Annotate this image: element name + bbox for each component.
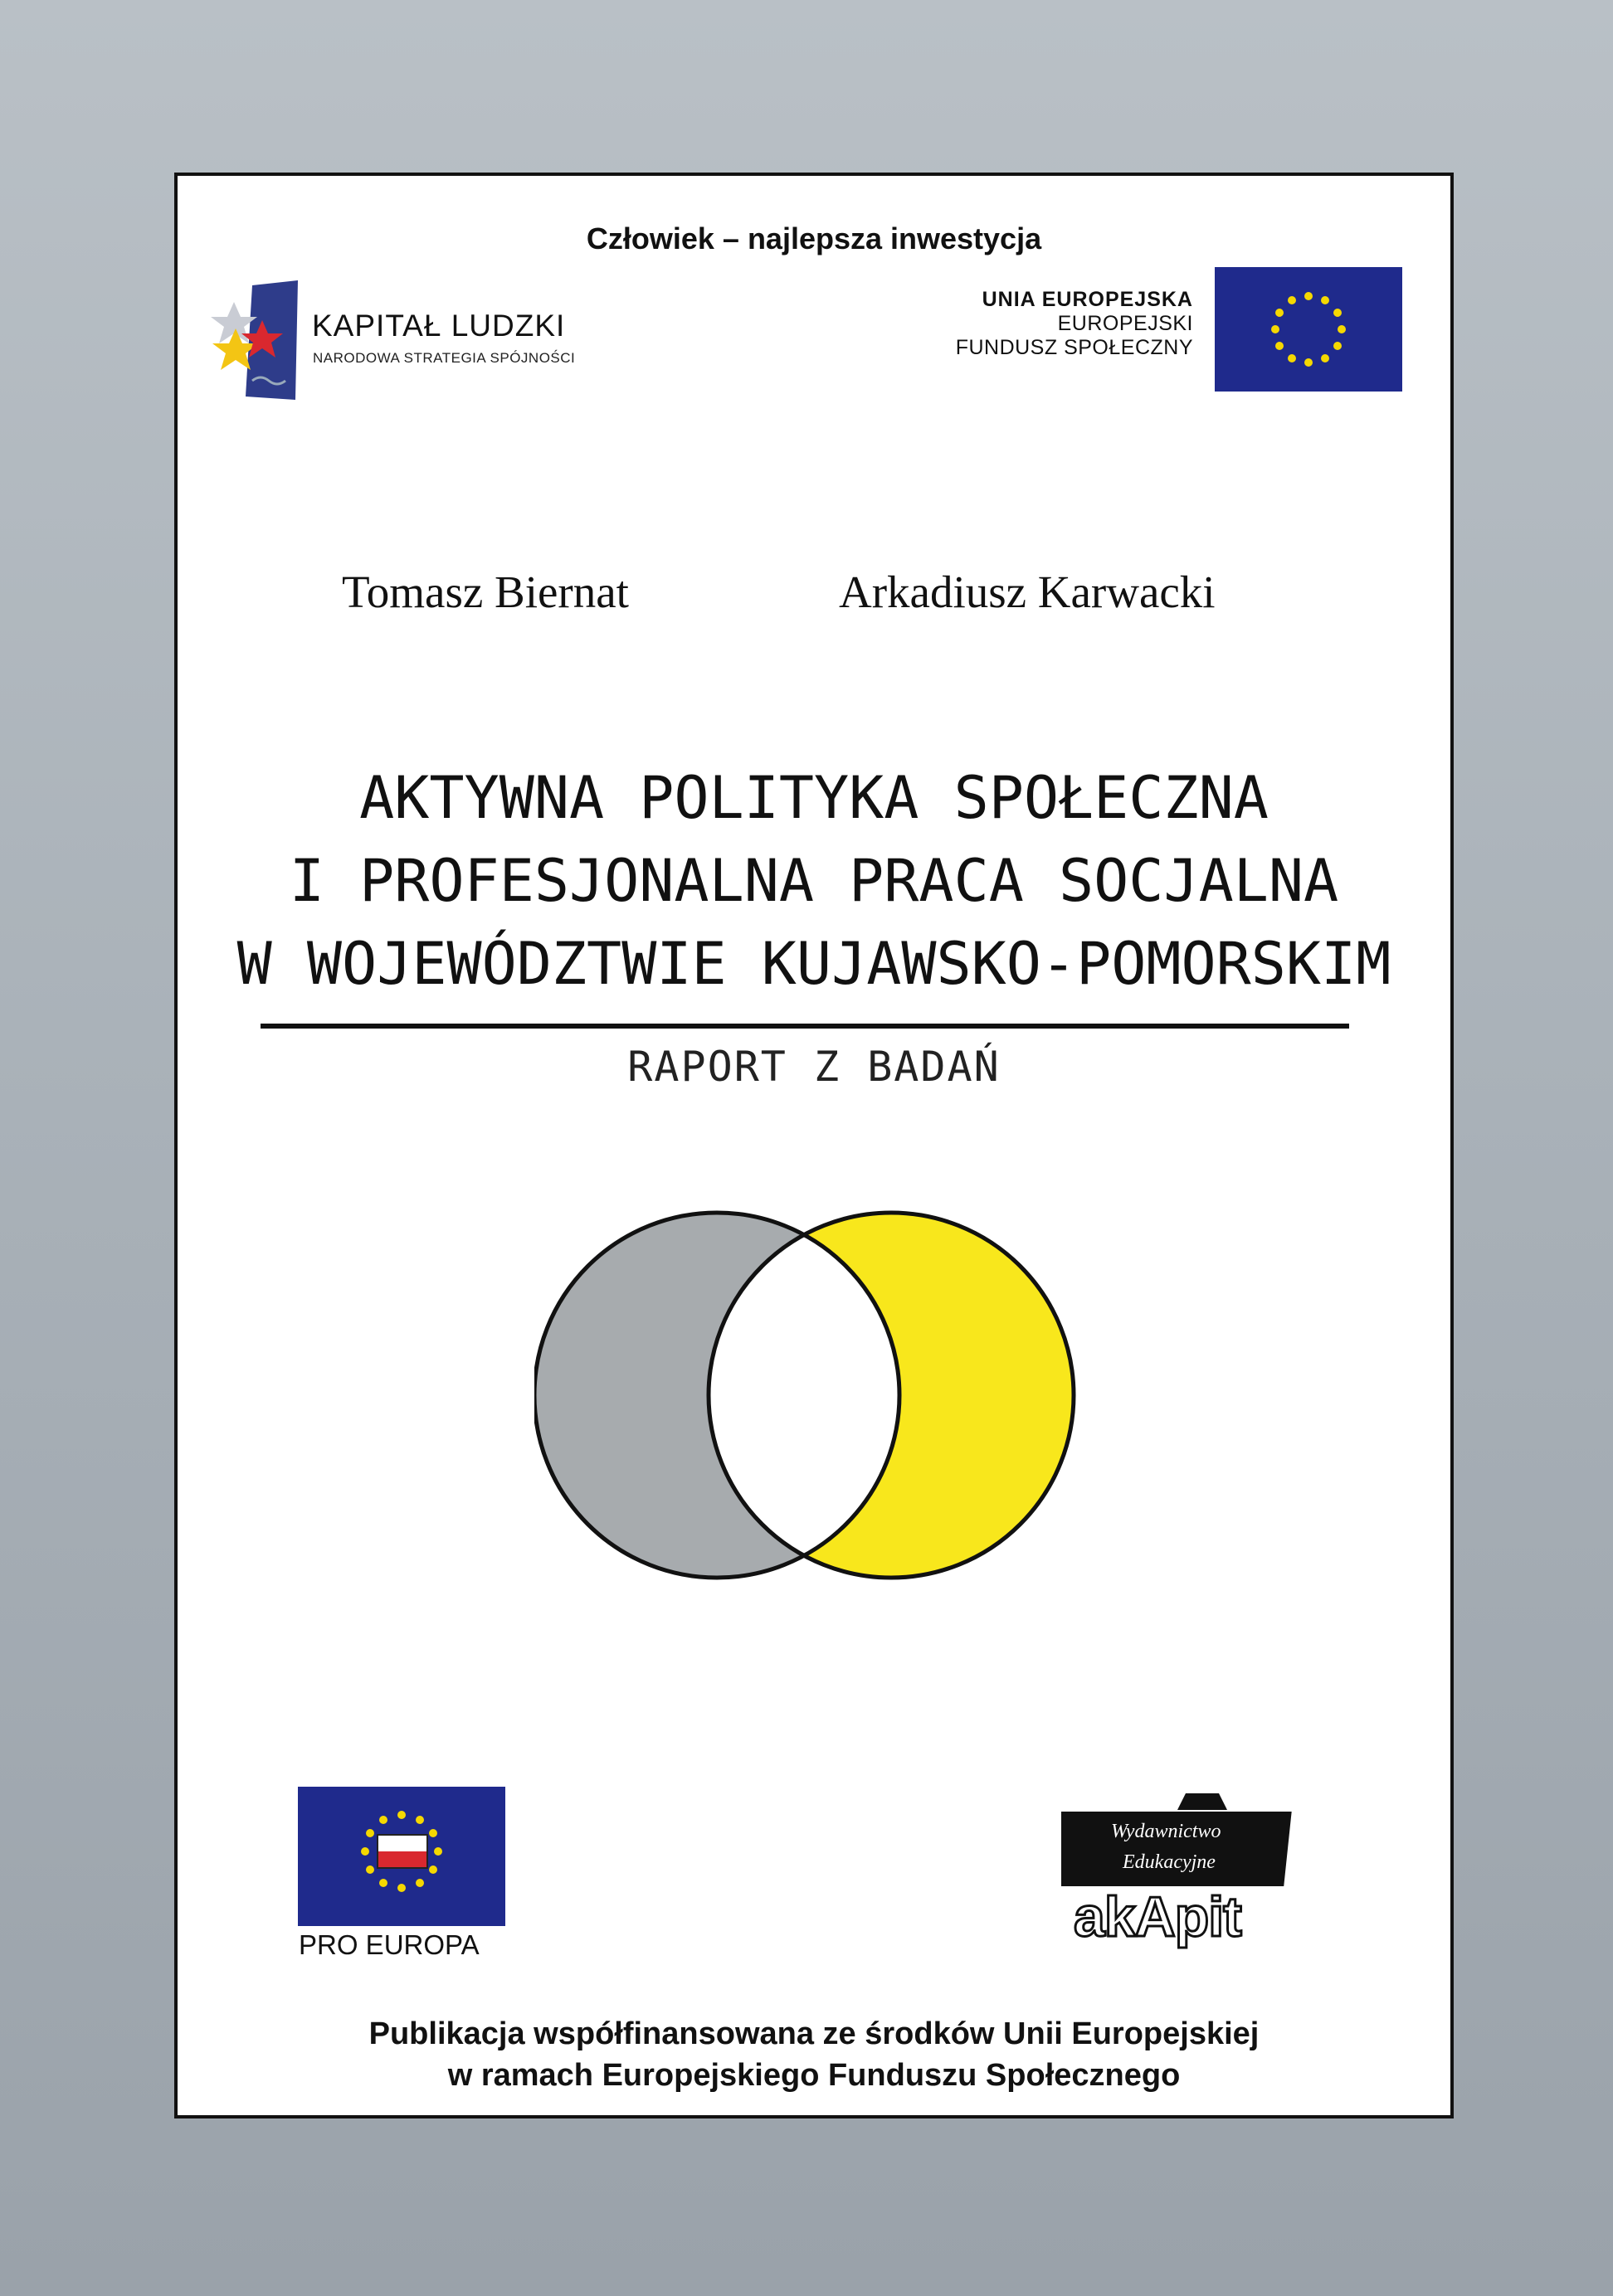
kapital-ludzki-subtitle: NARODOWA STRATEGIA SPÓJNOŚCI	[313, 350, 576, 366]
book-title	[178, 756, 1450, 1005]
author-2: Arkadiusz Karwacki	[839, 567, 1216, 617]
author-1: Tomasz Biernat	[342, 567, 629, 617]
funding-note-line-1: Publikacja współfinansowana ze środków Unii Europejskiej	[368, 2016, 1260, 2051]
eu-flag-icon	[1215, 267, 1402, 392]
eu-line1: UNIA EUROPEJSKA	[982, 288, 1193, 311]
tagline: Człowiek – najlepsza inwestycja	[586, 221, 1042, 255]
publisher-brand: akApit	[1074, 1885, 1241, 1948]
pro-europa-label: PRO EUROPA	[299, 1929, 480, 1960]
funding-note	[178, 2013, 1450, 2096]
title-line-1: AKTYWNA POLITYKA SPOŁECZNA	[359, 764, 1269, 832]
subtitle: RAPORT Z BADAŃ	[627, 1043, 1001, 1091]
eu-line2: EUROPEJSKI	[1057, 312, 1193, 335]
publisher-line1: Wydawnictwo	[1111, 1821, 1221, 1842]
venn-diagram	[534, 1196, 1115, 1594]
eu-fund-text	[956, 288, 1193, 360]
eu-line3: FUNDUSZ SPOŁECZNY	[955, 336, 1193, 359]
kapital-ludzki-title: KAPITAŁ LUDZKI	[312, 309, 566, 343]
funding-note-line-2: w ramach Europejskiego Funduszu Społecznego	[447, 2058, 1181, 2093]
pro-europa-flag-icon	[298, 1787, 505, 1926]
publisher-line2: Edukacyjne	[1123, 1851, 1216, 1873]
title-divider	[261, 1024, 1349, 1029]
cover-panel	[174, 173, 1454, 2118]
title-line-2: I PROFESJONALNA PRACA SOCJALNA	[289, 847, 1339, 915]
kapital-ludzki-logo-icon	[202, 277, 306, 401]
title-line-3: W WOJEWÓDZTWIE KUJAWSKO-POMORSKIM	[236, 930, 1391, 998]
